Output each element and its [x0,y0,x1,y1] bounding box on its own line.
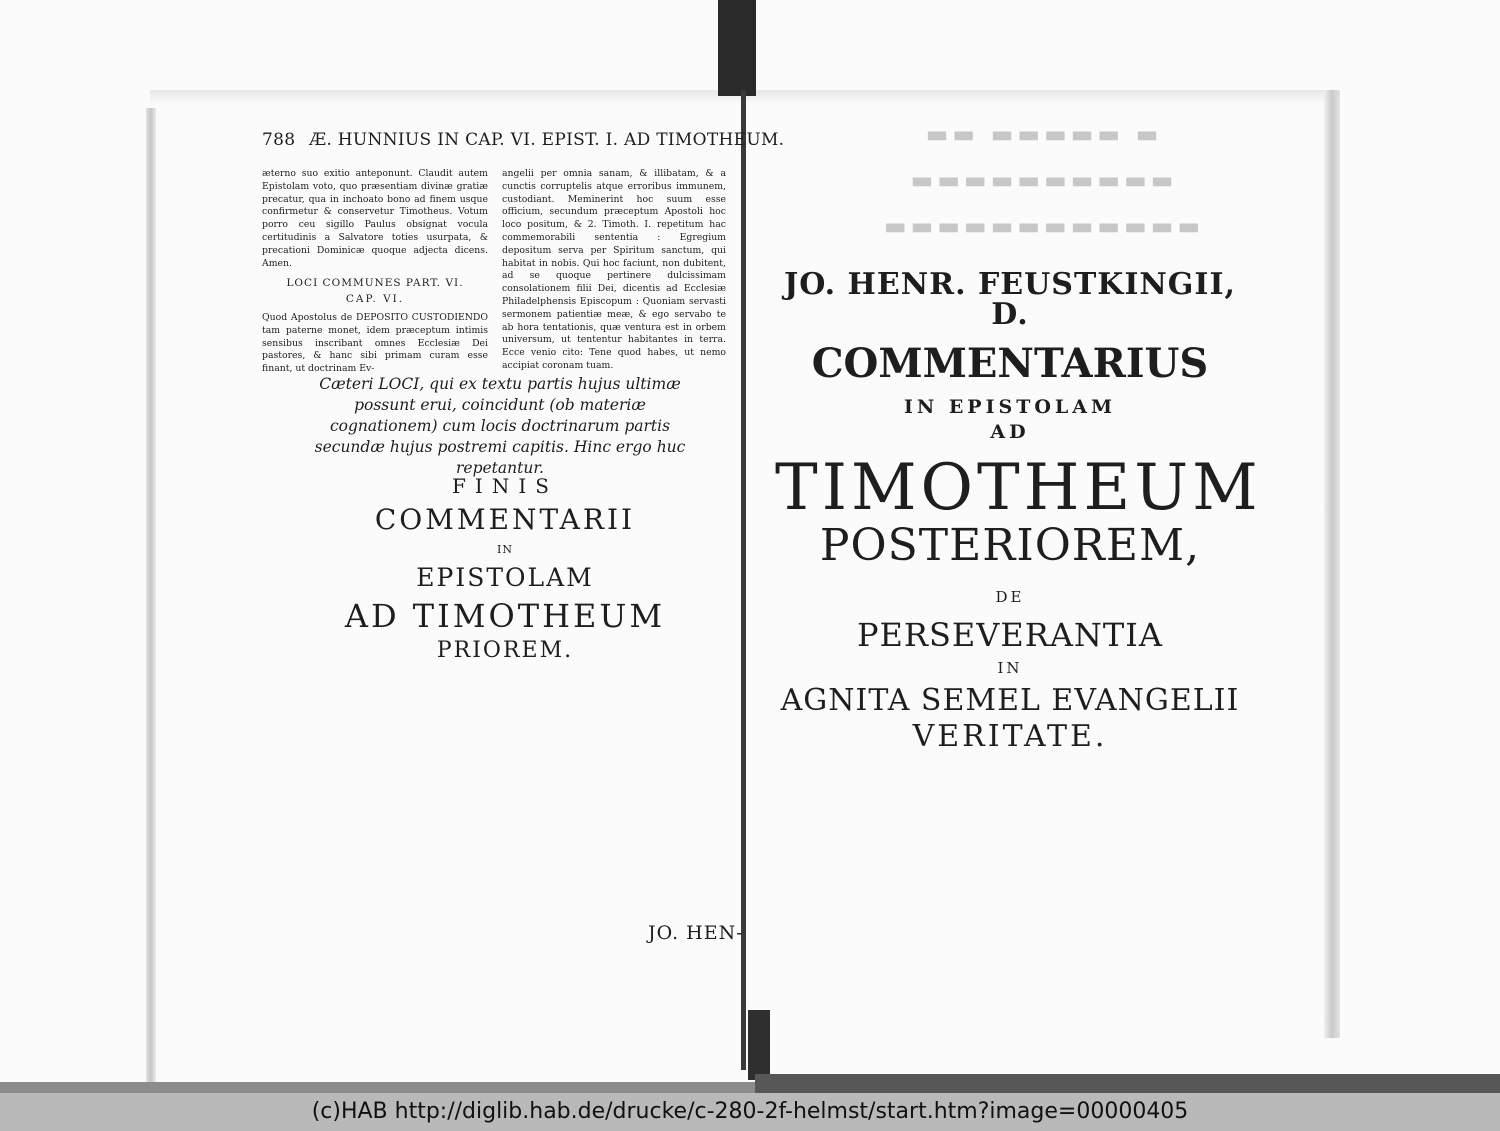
paragraph: angelii per omnia sanam, & illibatam, & a cunctis corruptelis atque erroribus immunem, custodiant. Meminerint hoc suum esse officium, secundum præceptum Apostoli hoc loco positum, & 2. Timoth. I. repetitum hac commemorabili sententia : Egregium depositum serva per Spiritum sanctum, qui habitat in nobis. Qui hoc faciunt, non dubitent, ad se quoque pertinere dulcissimam consolationem filii Dei, dicentis ad Ecclesiæ Philadelphensis Episcopum : Quoniam servasti sermonem patientiæ meæ, & ego servabo te ab hora tentationis, quæ ventura est in orbem universum, ut tententur habitantes in terra. Ecce venio cito: Tene quod habes, ut nemo accipiat coronam tuam. [502,168,726,371]
title-veritate: VERITATE. [912,719,1108,754]
finis-epistolam: EPISTOLAM [416,563,594,592]
title-posteriorem: POSTERIOREM, [819,520,1201,571]
finis-ad-timotheum: AD TIMOTHEUM [344,597,666,635]
scan-bottom-edge-left [0,1082,760,1093]
text-column-right [502,168,726,373]
binding-spine-foot [748,1010,770,1080]
binding-spine-top [718,0,756,96]
ghost-line: ▬▬▬▬▬▬▬▬▬▬ [906,166,1174,194]
title-author: JO. HENR. FEUSTKINGII, D. [784,267,1236,332]
right-page-edge [1324,90,1340,1038]
finis-line: FINIS [452,474,558,498]
finis-commentarii: COMMENTARII [374,503,636,536]
title-de: DE [995,588,1025,606]
ceteri-note: Cæteri LOCI, qui ex textu partis hujus ultimæ possunt erui, coincidunt (ob materiæ cognationem) cum locis doctrinarum partis secundæ hujus postremi capitis. Hinc ergo huc repetantur. [314,375,686,477]
ghost-line: ▬▬▬▬▬▬▬▬▬▬▬▬ [879,212,1201,240]
scan-bottom-edge-right [755,1074,1500,1093]
finis-in: IN [497,543,513,556]
title-timotheum: TIMOTHEUM [775,451,1262,525]
finis-block [300,476,710,662]
title-commentarius: COMMENTARIUS [811,340,1209,387]
title-in: IN [997,659,1023,677]
chapter-heading: CAP. VI. [345,293,405,306]
paragraph: Quod Apostolus de DEPOSITO CUSTODIENDO tam paterne monet, idem præceptum intimis sensibus inscribant omnes Ecclesiæ Dei pastores, & hanc sibi primam curam esse finant, ut doctrinam Ev- [262,311,488,375]
ghost-line: ▬ ▬▬▬▬▬ ▬▬ [921,120,1159,148]
copyright-footer: (c)HAB http://diglib.hab.de/drucke/c-280-2f-helmst/start.htm?image=00000405 [0,1093,1500,1131]
title-perseverantia: PERSEVERANTIA [856,616,1164,654]
running-head-title: Æ. HUNNIUS IN CAP. VI. EPIST. I. AD TIMOTHEUM. [309,130,785,150]
title-page [775,267,1262,754]
finis-priorem: PRIOREM. [436,638,574,663]
title-agnita: AGNITA SEMEL EVANGELII [780,683,1240,718]
catchword: JO. HEN- [648,922,744,944]
running-head [262,130,785,150]
title-ad: AD [990,421,1030,443]
text-column-left [262,168,488,376]
title-in-epistolam: IN EPISTOLAM [903,396,1117,418]
left-page-edge [146,108,156,1083]
paragraph: æterno suo exitio anteponunt. Claudit autem Epistolam voto, quo præsentiam divinæ gratiæ precatur, qua in inchoato bono ad finem usque confirmetur & conservetur Timotheus. Votum porro ceu sigillo Paulus obsignat vocula certitudinis a Salvatore toties usurpata, & precationi Dominicæ quoque adjecta dicens. Amen. [262,168,488,269]
loci-communes-heading: LOCI COMMUNES PART. VI. [286,277,464,290]
page-number: 788 [262,130,296,150]
